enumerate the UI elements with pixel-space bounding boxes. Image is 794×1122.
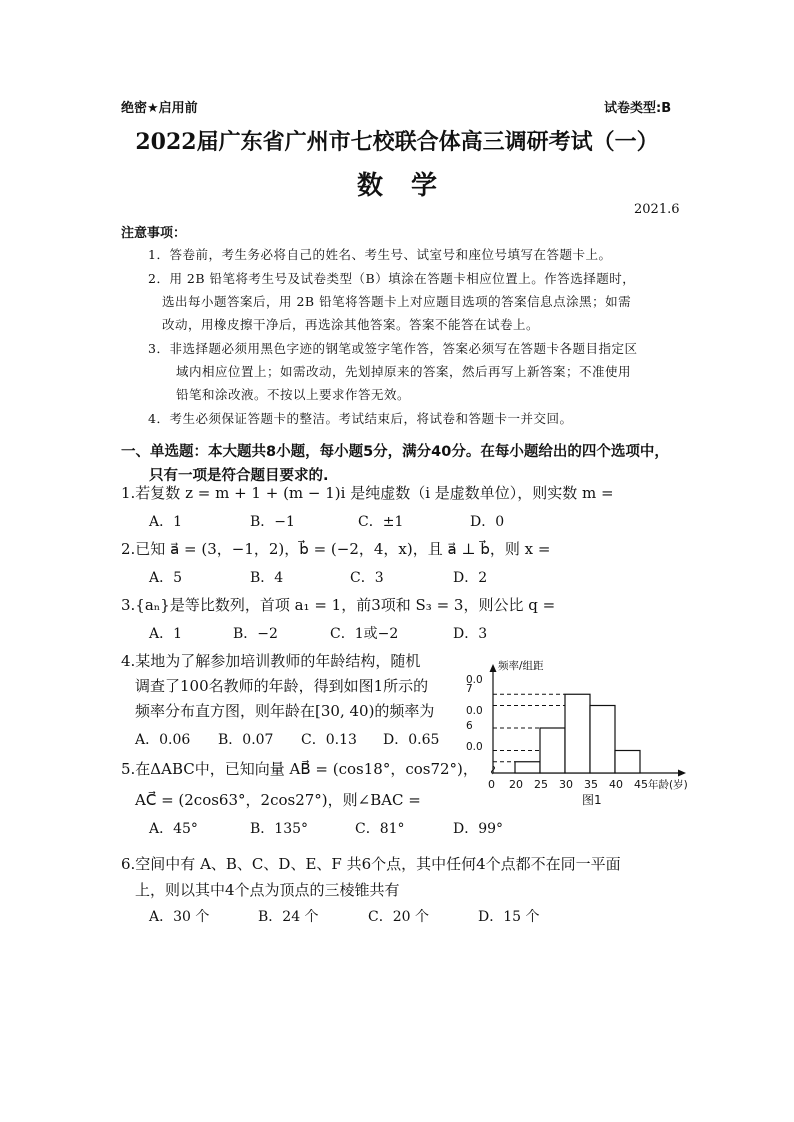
x-tick-label: 20 (509, 778, 523, 791)
bar-40-45 (615, 751, 640, 774)
notice-heading: 注意事项： (121, 226, 187, 241)
option-b: B．−2 (233, 626, 278, 642)
y-tick-label: 7 (466, 683, 473, 695)
question-5-stem: 5.在ΔABC中，已知向量 AB⃗ = (cos18°，cos72°)， (121, 760, 478, 778)
x-tick-label: 0 (488, 778, 495, 791)
option-a: A．0.06 (135, 732, 191, 748)
x-tick-label: 40 (609, 778, 623, 791)
x-tick-label: 45 (634, 778, 648, 791)
y-axis-label: 频率/组距 (498, 660, 544, 672)
question-4-stem: 4.某地为了解参加培训教师的年龄结构，随机 (121, 652, 421, 670)
option-c: C．0.13 (301, 732, 357, 748)
x-tick-label: 25 (534, 778, 548, 791)
option-a: A．45° (149, 821, 198, 837)
exam-title: 2022届广东省广州市七校联合体高三调研考试（一） (135, 129, 659, 155)
option-c: C．±1 (358, 514, 404, 530)
y-tick-label: 0.0 (466, 741, 483, 753)
question-5-stem-cont: AC⃗ = (2cos63°，2cos27°)，则∠BAC = (135, 791, 421, 809)
option-d: D．99° (453, 821, 504, 837)
chart-bars (515, 694, 640, 773)
x-axis-label: 年龄(岁) (648, 779, 688, 791)
option-b: B．0.07 (218, 732, 274, 748)
option-d: D．2 (453, 570, 488, 586)
option-b: B．4 (250, 570, 284, 586)
option-c: C．20 个 (368, 909, 429, 925)
option-d: D．0 (470, 514, 505, 530)
chart-title: 图1 (582, 793, 602, 806)
subject-title: 数学 (356, 171, 465, 201)
option-d: D．0.65 (383, 732, 440, 748)
section-heading: 一、单选题：本大题共8小题，每小题5分，满分40分。在每小题给出的四个选项中， (121, 444, 669, 460)
x-tick-label: 35 (584, 778, 598, 791)
notice-line: 3．非选择题必须用黑色字迹的钢笔或签字笔作答，答案必须写在答题卡各题目指定区 (148, 341, 638, 356)
bar-30-35 (565, 694, 590, 773)
option-b: B．−1 (250, 514, 295, 530)
option-d: D．15 个 (478, 909, 540, 925)
notice-line: 改动，用橡皮擦干净后，再选涂其他答案。答案不能答在试卷上。 (162, 317, 540, 332)
paper-type-label: 试卷类型:B (604, 101, 672, 116)
notice-line: 1．答卷前，考生务必将自己的姓名、考生号、试室号和座位号填写在答题卡上。 (148, 247, 612, 262)
question-6-stem-cont: 上，则以其中4个点为顶点的三棱锥共有 (135, 881, 400, 899)
option-a: A．1 (149, 626, 183, 642)
option-c: C．1或−2 (330, 626, 399, 642)
question-4-stem-cont: 调查了100名教师的年龄，得到如图1所示的 (135, 677, 429, 695)
option-d: D．3 (453, 626, 488, 642)
bar-20-25 (515, 762, 540, 773)
x-axis-arrow (678, 770, 686, 777)
option-a: A．5 (149, 570, 183, 586)
x-tick-label: 30 (559, 778, 573, 791)
notice-line: 4．考生必须保证答题卡的整洁。考试结束后，将试卷和答题卡一并交回。 (148, 411, 573, 426)
bar-25-30 (540, 728, 565, 773)
notice-line: 2．用 2B 铅笔将考生号及试卷类型（B）填涂在答题卡相应位置上。作答选择题时， (148, 271, 636, 286)
confidential-label: 绝密★启用前 (121, 101, 198, 116)
option-b: B．135° (250, 821, 309, 837)
question-1-stem: 1.若复数 z = m + 1 + (m − 1)i 是纯虚数（i 是虚数单位），则实数 m = (121, 484, 614, 502)
notice-line: 选出每小题答案后，用 2B 铅笔将答题卡上对应题目选项的答案信息点涂黑；如需 (162, 294, 632, 309)
section-heading-cont: 只有一项是符合题目要求的. (149, 468, 329, 484)
y-tick-label: 0.0 (466, 705, 483, 717)
option-c: C．3 (350, 570, 384, 586)
frequency-histogram (462, 656, 702, 806)
option-a: A．30 个 (149, 909, 210, 925)
question-3-stem: 3.{aₙ}是等比数列，首项 a₁ = 1，前3项和 S₃ = 3，则公比 q = (121, 596, 556, 614)
question-6-stem: 6.空间中有 A、B、C、D、E、F 共6个点，其中任何4个点都不在同一平面 (121, 855, 621, 873)
option-c: C．81° (355, 821, 405, 837)
bar-35-40 (590, 706, 615, 774)
option-b: B．24 个 (258, 909, 319, 925)
option-a: A．1 (149, 514, 183, 530)
exam-date: 2021.6 (634, 202, 680, 217)
notice-line: 域内相应位置上；如需改动，先划掉原来的答案，然后再写上新答案；不准使用 (176, 364, 632, 379)
notice-line: 铅笔和涂改液。不按以上要求作答无效。 (176, 387, 411, 402)
y-tick-label: 0.0 (466, 674, 483, 686)
y-tick-label: 6 (466, 720, 473, 732)
question-2-stem: 2.已知 a⃗ = (3，−1，2)，b⃗ = (−2，4，x)，且 a⃗ ⊥ b⃗，则 x = (121, 540, 551, 558)
y-axis-arrow (490, 664, 497, 672)
question-4-stem-cont: 频率分布直方图，则年龄在[30, 40)的频率为 (135, 702, 435, 720)
